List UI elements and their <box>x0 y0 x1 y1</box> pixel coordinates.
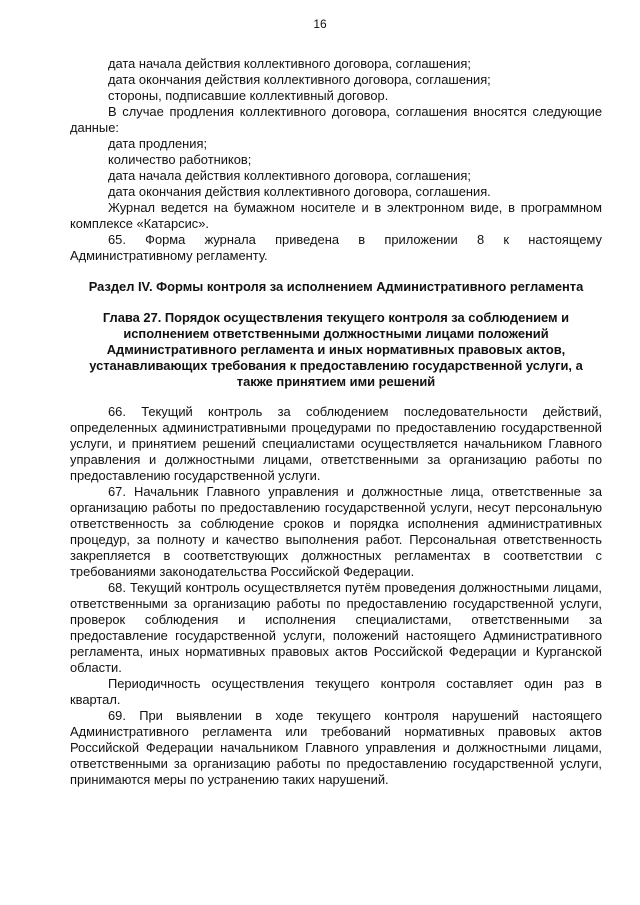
list-item: количество работников; <box>108 152 252 167</box>
paragraph-journal: Журнал ведется на бумажном носителе и в электронном виде, в программном комплексе «Катарсис». <box>70 200 602 231</box>
paragraph-66: 66. Текущий контроль за соблюдением последовательности действий, определенных административными процедурами по предоставлению государственной услуги, и принятием решений специалистами осуществляется начальником Главного управления и должностными лицами, ответственными за организацию работы по предоставлению государственной услуги. <box>70 404 602 483</box>
list-item: дата начала действия коллективного договора, соглашения; <box>108 168 471 183</box>
list-item: дата продления; <box>108 136 208 151</box>
page-number: 16 <box>313 17 327 31</box>
list-item: дата окончания действия коллективного договора, соглашения. <box>108 184 491 199</box>
paragraph-periodicity: Периодичность осуществления текущего контроля составляет один раз в квартал. <box>70 676 602 707</box>
document-body <box>70 56 602 788</box>
paragraph-69: 69. При выявлении в ходе текущего контроля нарушений настоящего Административного регламента или требований нормативных правовых актов Российской Федерации начальником Главного управления и должностными лицами, ответственными за организацию работы по предоставлению государственной услуги, принимаются меры по устранению таких нарушений. <box>70 708 602 787</box>
list-item: дата начала действия коллективного договора, соглашения; <box>108 56 471 71</box>
list-item: дата окончания действия коллективного договора, соглашения; <box>108 72 491 87</box>
paragraph-65: 65. Форма журнала приведена в приложении 8 к настоящему Административному регламенту. <box>70 232 602 263</box>
paragraph-prolongation-intro: В случае продления коллективного договора, соглашения вносятся следующие данные: <box>70 104 602 135</box>
section-title: Раздел IV. Формы контроля за исполнением Административного регламента <box>88 279 584 294</box>
list-item: стороны, подписавшие коллективный договор. <box>108 88 389 103</box>
paragraph-68: 68. Текущий контроль осуществляется путём проведения должностными лицами, ответственными за организацию работы по предоставлению государственной услуги, проверок соблюдения и исполнения специалистами, ответственными за предоставление государственной услуги, положений настоящего Административного регламента, иных нормативных правовых актов Российской Федерации и Курганской области. <box>70 580 602 675</box>
paragraph-67: 67. Начальник Главного управления и должностные лица, ответственные за организацию работы по предоставлению государственной услуги, несут персональную ответственность за соблюдение сроков и порядка исполнения административных процедур, за полноту и качество выполнения работ. Персональная ответственность закрепляется в соответствующих должностных регламентах в соответствии с требованиями законодательства Российской Федерации. <box>70 484 602 579</box>
chapter-title: Глава 27. Порядок осуществления текущего контроля за соблюдением и исполнением ответственными должностными лицами положений Административного регламента и иных нормативных правовых актов, устанавливающих требования к предоставлению государственной услуги, а также принятием ими решений <box>89 310 583 389</box>
